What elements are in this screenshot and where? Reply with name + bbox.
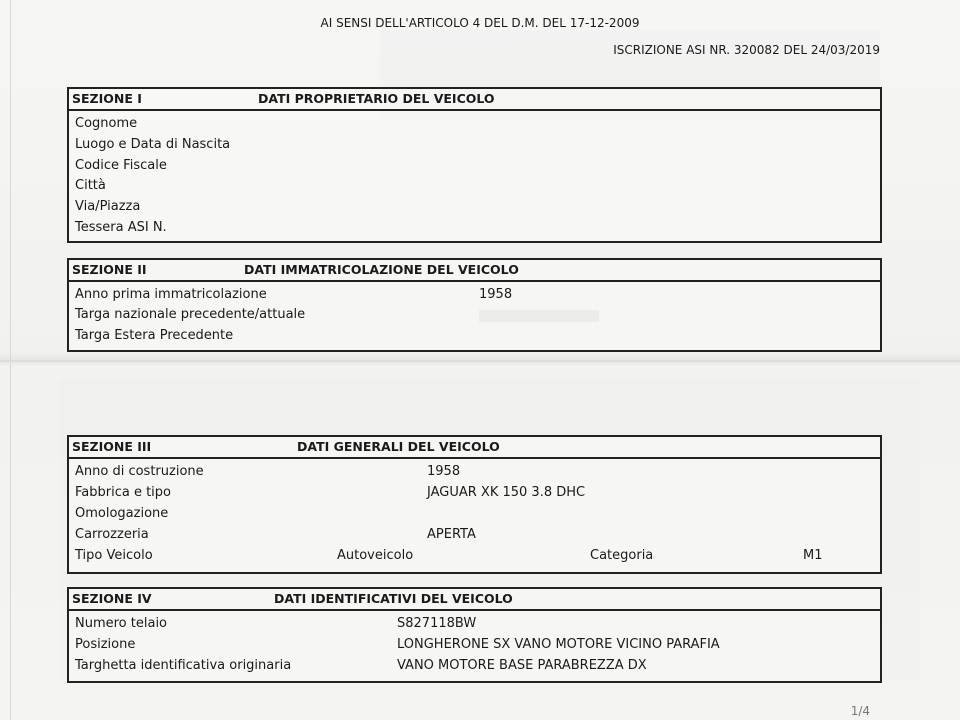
section-header: [69, 89, 880, 111]
field-label: Targhetta identificativa originaria: [75, 658, 292, 673]
category-label: Categoria: [590, 548, 654, 563]
field-label: Fabbrica e tipo: [75, 485, 172, 500]
field-label: Tipo Veicolo: [75, 548, 153, 563]
construction-year: 1958: [427, 464, 461, 479]
section-identification: [67, 587, 882, 683]
fold-line-horizontal: [0, 360, 960, 362]
id-plate-location: VANO MOTORE BASE PARABREZZA DX: [397, 658, 647, 673]
field-label: Anno prima immatricolazione: [75, 287, 267, 302]
section-title: DATI IDENTIFICATIVI DEL VEICOLO: [274, 591, 513, 606]
field-label: Via/Piazza: [75, 199, 141, 214]
field-label: Omologazione: [75, 506, 169, 521]
chassis-number: S827118BW: [397, 616, 477, 631]
make-model: JAGUAR XK 150 3.8 DHC: [427, 485, 586, 500]
field-label: Tessera ASI N.: [75, 220, 167, 235]
chassis-position: LONGHERONE SX VANO MOTORE VICINO PARAFIA: [397, 637, 720, 652]
section-number: SEZIONE III: [72, 439, 152, 454]
decree-header: AI SENSI DELL'ARTICOLO 4 DEL D.M. DEL 17-12-2009: [320, 16, 640, 30]
field-label: Numero telaio: [75, 616, 168, 631]
field-label: Città: [75, 178, 106, 193]
field-label: Anno di costruzione: [75, 464, 204, 479]
page-number: 1/4: [850, 704, 870, 718]
field-label: Codice Fiscale: [75, 158, 167, 173]
section-header: [69, 589, 880, 611]
field-label: Luogo e Data di Nascita: [75, 137, 231, 152]
first-registration-year: 1958: [479, 287, 513, 302]
section-owner: [67, 87, 882, 243]
section-registration: [67, 258, 882, 352]
section-number: SEZIONE II: [72, 262, 147, 277]
field-label: Targa Estera Precedente: [75, 328, 234, 343]
field-label: Carrozzeria: [75, 527, 149, 542]
section-title: DATI PROPRIETARIO DEL VEICOLO: [258, 91, 495, 106]
section-header: [69, 437, 880, 459]
section-number: SEZIONE IV: [72, 591, 152, 606]
field-label: Cognome: [75, 116, 138, 131]
category-value: M1: [803, 548, 823, 563]
field-label: Targa nazionale precedente/attuale: [75, 307, 306, 322]
asi-registration: ISCRIZIONE ASI NR. 320082 DEL 24/03/2019: [613, 43, 880, 57]
section-title: DATI GENERALI DEL VEICOLO: [297, 439, 500, 454]
vehicle-type: Autoveicolo: [337, 548, 414, 563]
section-number: SEZIONE I: [72, 91, 142, 106]
body-type: APERTA: [427, 527, 476, 542]
section-general: [67, 435, 882, 574]
section-title: DATI IMMATRICOLAZIONE DEL VEICOLO: [244, 262, 519, 277]
section-header: [69, 260, 880, 282]
field-label: Posizione: [75, 637, 136, 652]
redacted-plate: [479, 310, 599, 322]
